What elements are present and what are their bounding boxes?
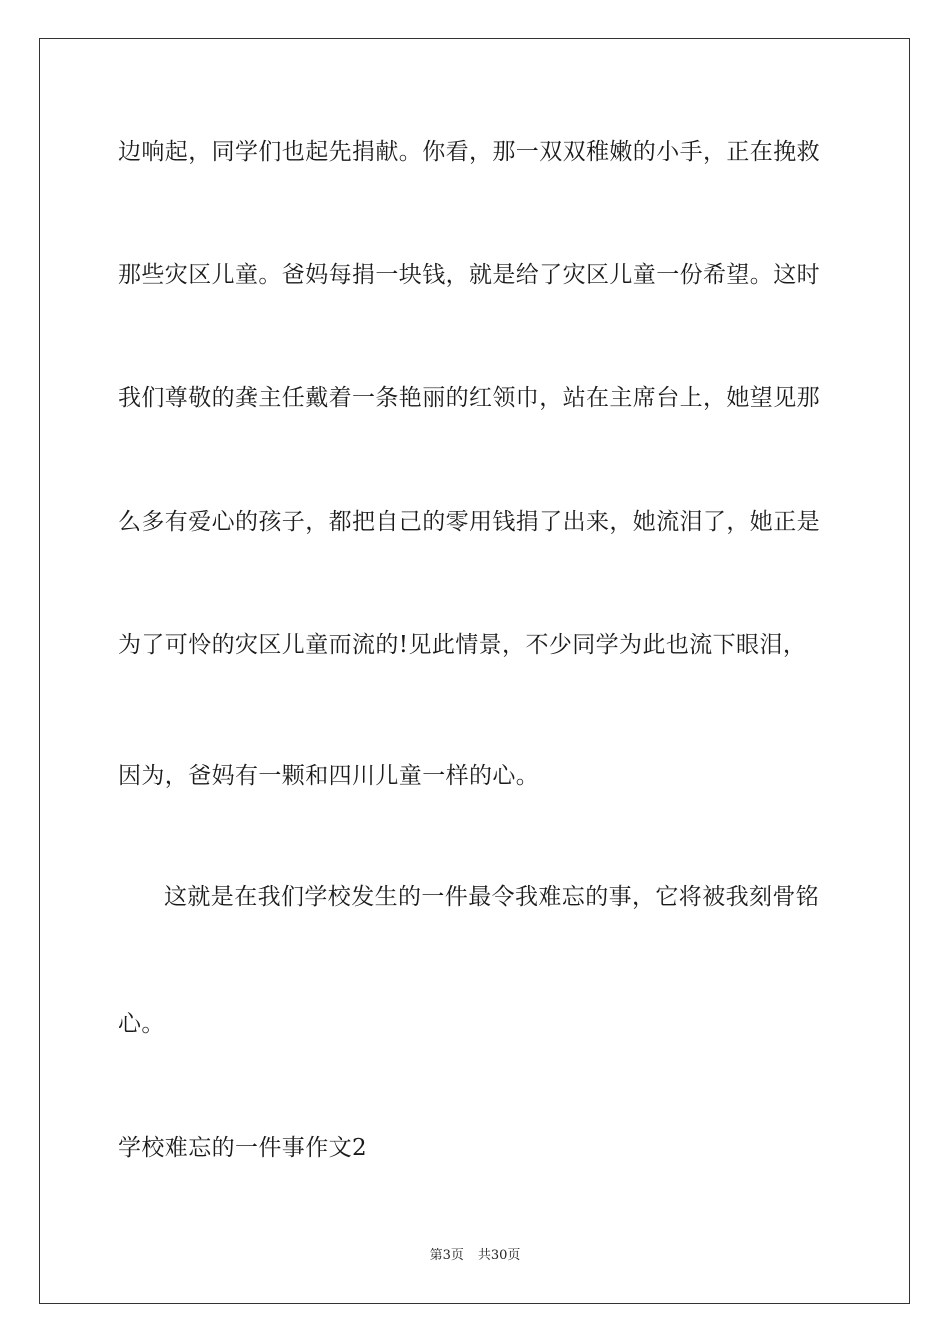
page-number: 第3页 — [429, 1248, 464, 1263]
paragraph-line-4: 么多有爱心的孩子，都把自己的零用钱捐了出来，她流泪了，她正是 — [118, 509, 820, 535]
paragraph-line-3: 我们尊敬的龚主任戴着一条艳丽的红领巾，站在主席台上，她望见那 — [118, 385, 820, 411]
paragraph-line-2: 那些灾区儿童。爸妈每捐一块钱，就是给了灾区儿童一份希望。这时 — [118, 262, 820, 288]
paragraph-line-1: 边响起，同学们也起先捐献。你看，那一双双稚嫩的小手，正在挽救 — [118, 139, 820, 165]
page-total: 共30页 — [477, 1248, 521, 1263]
section-heading: 学校难忘的一件事作文2 — [118, 1135, 368, 1161]
page-footer — [0, 1247, 950, 1265]
paragraph-line-7: 这就是在我们学校发生的一件最令我难忘的事，它将被我刻骨铭 — [164, 884, 820, 910]
paragraph-line-6: 因为，爸妈有一颗和四川儿童一样的心。 — [118, 763, 540, 789]
paragraph-line-5: 为了可怜的灾区儿童而流的!见此情景，不少同学为此也流下眼泪， — [118, 632, 807, 658]
paragraph-line-8: 心。 — [118, 1011, 165, 1037]
page-border — [39, 38, 910, 1304]
